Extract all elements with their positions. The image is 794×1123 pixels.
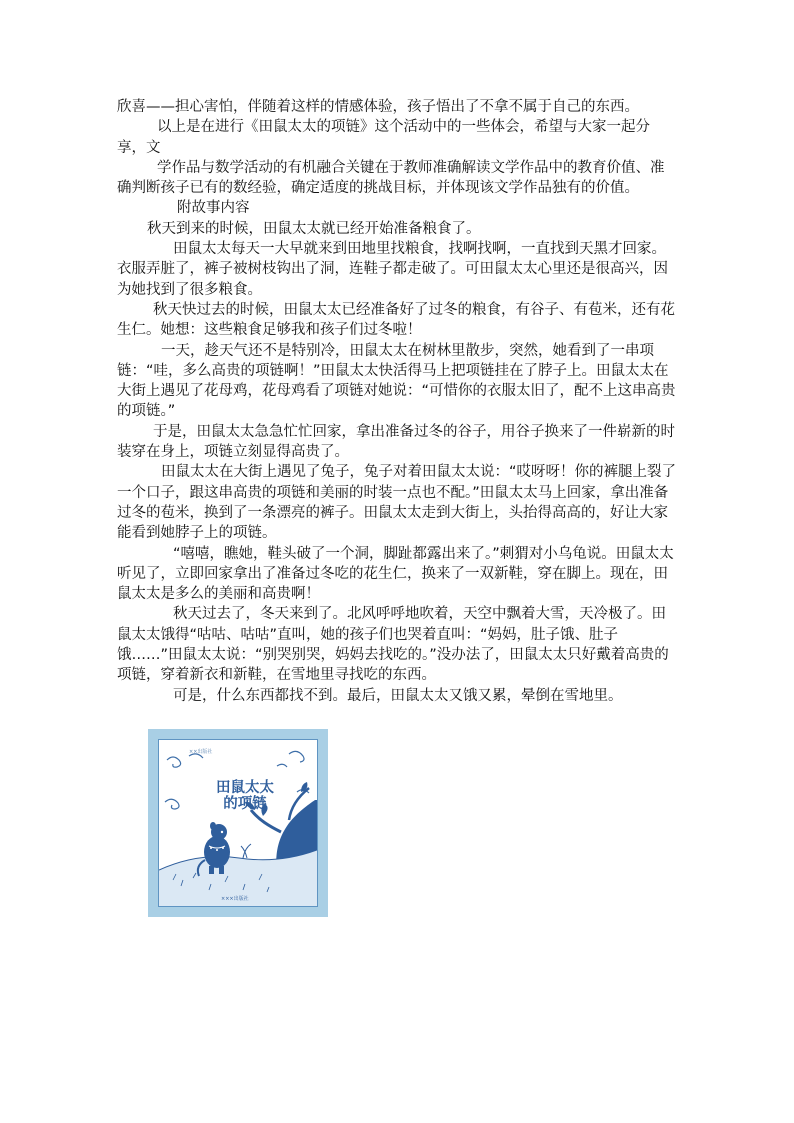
book-cover bbox=[158, 739, 318, 907]
paragraph: “嘻嘻，瞧她，鞋头破了一个洞，脚趾都露出来了。”刺猬对小乌龟说。田鼠太太听见了，立即回家拿出了准备过冬吃的花生仁，换来了一双新鞋，穿在脚上。现在，田鼠太太是多么的美丽和高贵啊！ bbox=[117, 545, 674, 603]
paragraph: 田鼠太太在大街上遇见了兔子，兔子对着田鼠太太说：“哎呀呀！你的裤腿上裂了一个口子，跟这串高贵的项链和美丽的时装一点也不配。”田鼠太太马上回家，拿出准备过冬的苞米，换到了一条漂亮的裤子。田鼠太太走到大街上，头抬得高高的，好让大家能看到她脖子上的项链。 bbox=[117, 464, 677, 542]
paragraph: 可是，什么东西都找不到。最后，田鼠太太又饿又累，晕倒在雪地里。 bbox=[173, 687, 623, 704]
cover-illustration bbox=[159, 740, 317, 906]
paragraph: 学作品与数学活动的有机融合关键在于教师准确解读文学作品中的教育价值、准确判断孩子已有的数经验，确定适度的挑战目标，并体现该文学作品独有的价值。 bbox=[117, 159, 665, 197]
cover-title-line: 田鼠太太 bbox=[216, 780, 274, 796]
paragraph: 秋天到来的时候，田鼠太太就已经开始准备粮食了。 bbox=[147, 220, 481, 237]
paragraph: 于是，田鼠太太急急忙忙回家，拿出准备过冬的谷子，用谷子换来了一件崭新的时装穿在身上，项链立刻显得高贵了。 bbox=[117, 423, 675, 461]
section-heading: 附故事内容 bbox=[177, 200, 250, 217]
paragraph: 一天，趁天气还不是特别冷，田鼠太太在树林里散步，突然，她看到了一串项链：“哇，多么高贵的项链啊！”田鼠太太快活得马上把项链挂在了脖子上。田鼠太太在大街上遇见了花母鸡，花母鸡看了项链对她说：“可惜你的衣服太旧了，配不上这串高贵的项链。” bbox=[117, 342, 676, 420]
document-body bbox=[117, 97, 677, 706]
cover-footer: ×××出版社 bbox=[221, 896, 249, 902]
cover-title bbox=[195, 780, 295, 812]
book-cover-image bbox=[148, 729, 328, 917]
paragraph: 秋天快过去的时候，田鼠太太已经准备好了过冬的粮食，有谷子、有苞米，还有花生仁。她想：这些粮食足够我和孩子们过冬啦！ bbox=[117, 301, 675, 339]
paragraph: 以上是在进行《田鼠太太的项链》这个活动中的一些体会，希望与大家一起分享，文 bbox=[117, 119, 650, 156]
paragraph: 秋天过去了，冬天来到了。北风呼呼地吹着，天空中飘着大雪，天冷极了。田鼠太太饿得“咕咕、咕咕”直叫，她的孩子们也哭着直叫：“妈妈，肚子饿、肚子饿……”田鼠太太说：“别哭别哭，妈妈去找吃的。”没办法了，田鼠太太只好戴着高贵的项链，穿着新衣和新鞋，在雪地里寻找吃的东西。 bbox=[117, 606, 669, 684]
cover-title-line: 的项链 bbox=[223, 796, 267, 812]
paragraph: 田鼠太太每天一大早就来到田地里找粮食，找啊找啊，一直找到天黑才回家。衣服弄脏了，裤子被树枝钩出了洞，连鞋子都走破了。可田鼠太太心里还是很高兴，因为她找到了很多粮食。 bbox=[117, 241, 668, 298]
cover-publisher: ××出版社 bbox=[189, 749, 213, 755]
paragraph: 欣喜——担心害怕，伴随着这样的情感体验，孩子悟出了不拿不属于自己的东西。 bbox=[117, 99, 639, 115]
